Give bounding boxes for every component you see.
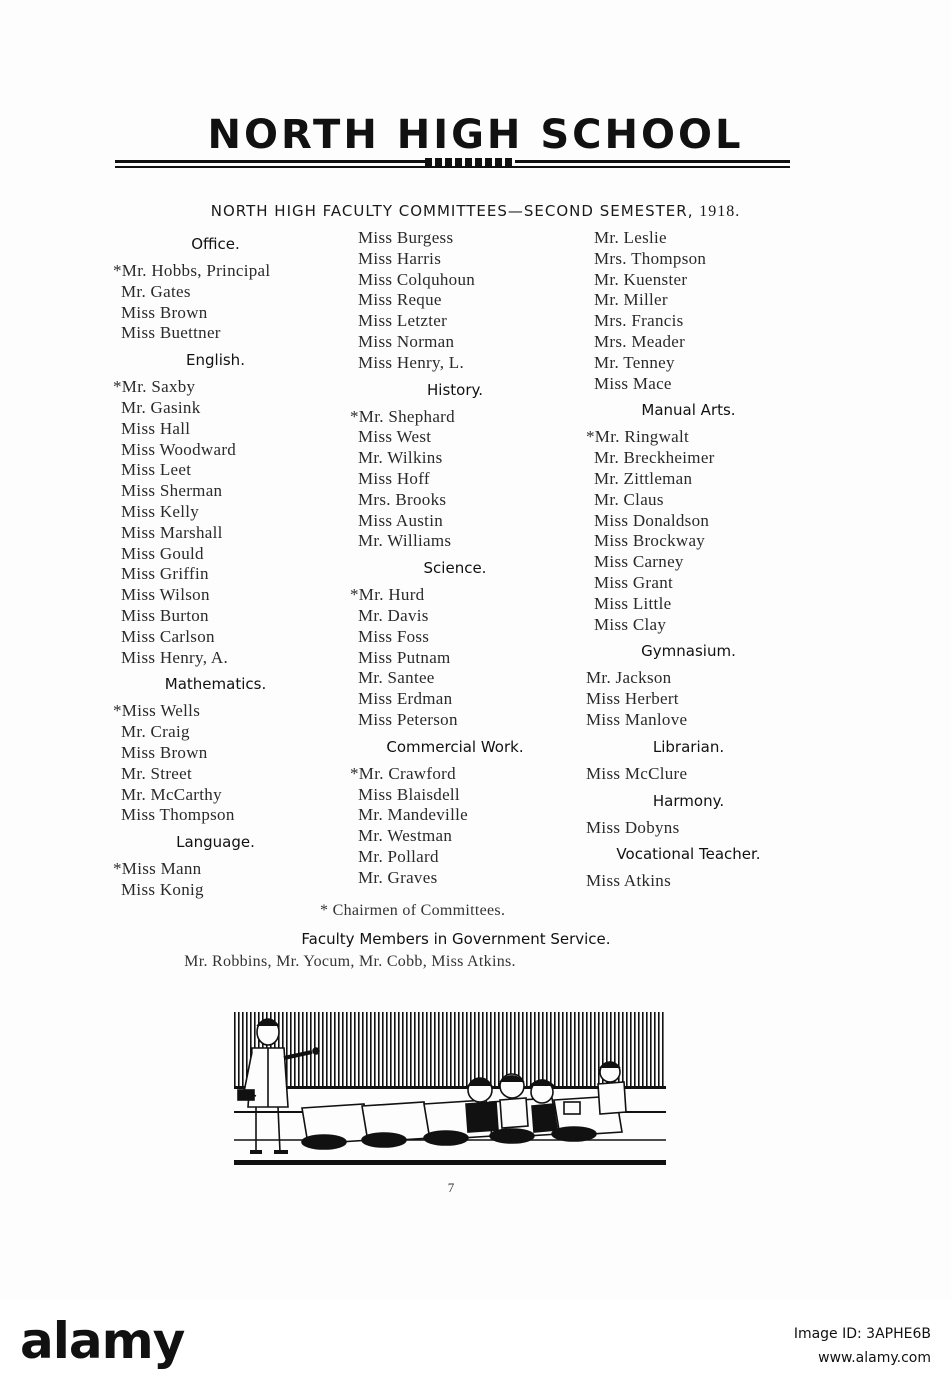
committee-member: Mr. Jackson	[586, 668, 672, 688]
committee-member: Mr. Leslie	[594, 228, 667, 247]
committee-member: Mr. Mandeville	[358, 805, 468, 825]
committee-member: Mr. Tenney	[594, 352, 675, 372]
committee-member: Mrs. Francis	[594, 311, 684, 331]
committee-member: Mr. Gasink	[121, 397, 201, 417]
committee-heading-history: History.	[427, 380, 483, 399]
committee-heading-vocational: Vocational Teacher.	[616, 845, 761, 864]
committee-member: *Mr. Hobbs, Principal	[113, 261, 271, 280]
committee-member: Mr. Street	[121, 763, 192, 783]
committee-member: Miss McClure	[586, 763, 688, 783]
committee-member: Miss Colquhoun	[358, 269, 476, 289]
column-left	[113, 228, 353, 901]
committee-member: Miss Letzter	[358, 311, 448, 331]
committee-heading-librarian: Librarian.	[652, 737, 725, 756]
committee-member: Miss Mace	[594, 373, 672, 393]
committee-member: Miss Peterson	[358, 709, 458, 729]
government-service-heading: Faculty Members in Government Service.	[301, 930, 611, 948]
committee-member: Miss Brown	[121, 742, 208, 762]
title-rule-bottom	[115, 166, 790, 168]
committee-member: Mr. Craig	[121, 722, 190, 742]
committee-heading-language: Language.	[176, 833, 255, 852]
committee-member: Miss Thompson	[121, 805, 235, 825]
committee-member: *Mr. Ringwalt	[586, 427, 690, 447]
committee-heading-science: Science.	[423, 559, 487, 578]
committee-member: *Mr. Shephard	[350, 406, 455, 426]
committee-member: Mr. Davis	[358, 605, 429, 625]
committee-member: Mr. Zittleman	[594, 468, 693, 488]
committee-member: Miss Kelly	[121, 501, 200, 521]
committee-member: Miss Sherman	[121, 481, 223, 501]
page-subtitle	[0, 202, 951, 221]
committee-member: Mr. Kuenster	[594, 269, 688, 289]
committee-member: Miss Brown	[121, 302, 208, 322]
committee-member: Miss Hall	[121, 418, 191, 438]
committee-member: Miss Clay	[594, 614, 667, 634]
committee-member: Miss Erdman	[358, 689, 453, 709]
title-rule-ornament	[425, 158, 515, 166]
committee-member: *Mr. Saxby	[113, 377, 196, 397]
committee-member: Miss Konig	[121, 879, 204, 899]
committee-member: Miss Atkins	[586, 871, 672, 891]
committee-member: Mr. Santee	[358, 668, 435, 688]
committee-member: Mrs. Meader	[594, 331, 686, 351]
committee-member: Mr. Breckheimer	[594, 448, 715, 468]
committee-member: Mr. Miller	[594, 290, 668, 310]
floor-line	[234, 1160, 666, 1165]
committee-member: Miss Foss	[358, 626, 430, 646]
committee-member: Mr. Graves	[358, 867, 438, 887]
alamy-logo: alamy	[20, 1312, 185, 1370]
committee-member: Miss Buettner	[121, 323, 221, 343]
committee-member: Miss Putnam	[358, 647, 451, 667]
committee-member: Miss Burton	[121, 605, 209, 625]
committee-heading-commercial: Commercial Work.	[386, 737, 524, 756]
committee-member: *Mr. Hurd	[350, 585, 425, 605]
committee-member: Miss Little	[594, 593, 672, 613]
committee-heading-manual-arts: Manual Arts.	[641, 401, 736, 420]
committee-heading-gymnasium: Gymnasium.	[641, 642, 736, 661]
committee-member: Mr. Gates	[121, 281, 191, 301]
committee-member: Miss Woodward	[121, 439, 237, 459]
committee-member: Miss Norman	[358, 331, 455, 351]
committee-member: *Miss Wells	[113, 701, 201, 721]
stock-watermark-bar	[0, 1300, 951, 1390]
subtitle-year: 1918.	[699, 203, 741, 220]
committee-member: Miss Reque	[358, 290, 442, 310]
committee-member: Miss Brockway	[594, 531, 706, 551]
committee-member: *Miss Mann	[113, 859, 202, 879]
committee-member: Miss Gould	[121, 543, 204, 563]
committee-heading-office: Office.	[191, 235, 240, 253]
page-number: 7	[447, 1180, 455, 1195]
committee-member: Miss Austin	[358, 510, 444, 530]
committee-member: Miss Burgess	[358, 228, 454, 247]
image-credit	[794, 1322, 931, 1370]
committee-member: Miss Grant	[594, 572, 674, 592]
column-middle	[350, 228, 590, 889]
committee-member: Miss Marshall	[121, 522, 223, 542]
committee-heading-english: English.	[186, 351, 245, 370]
committee-member: Miss Donaldson	[594, 510, 710, 530]
committee-member: Mr. Claus	[594, 489, 664, 509]
page-title: NORTH HIGH SCHOOL	[207, 112, 744, 158]
committee-heading-harmony: Harmony.	[652, 791, 725, 810]
committee-heading-mathematics: Mathematics.	[164, 675, 267, 694]
committee-member: Miss Herbert	[586, 689, 679, 709]
committee-member: Miss Carney	[594, 552, 684, 572]
image-id: Image ID: 3APHE6B	[793, 1326, 931, 1342]
chairmen-footnote: * Chairmen of Committees.	[320, 902, 506, 919]
classroom-illustration	[234, 1012, 666, 1168]
committee-member: Miss Manlove	[586, 709, 688, 729]
site-url: www.alamy.com	[818, 1350, 931, 1366]
committee-member: *Mr. Crawford	[350, 763, 456, 783]
government-service-names: Mr. Robbins, Mr. Yocum, Mr. Cobb, Miss Atkins.	[184, 953, 516, 970]
committee-member: Miss Henry, L.	[358, 352, 465, 372]
subtitle-text: NORTH HIGH FACULTY COMMITTEES—SECOND SEMESTER,	[210, 202, 694, 220]
committee-member: Mr. McCarthy	[121, 784, 222, 804]
committee-member: Mrs. Thompson	[594, 248, 707, 268]
committee-member: Miss Henry, A.	[121, 647, 228, 667]
committee-member: Mr. Williams	[358, 531, 452, 551]
committee-member: Mr. Wilkins	[358, 448, 443, 468]
committee-member: Miss Carlson	[121, 626, 215, 646]
committee-member: Miss West	[358, 427, 432, 447]
committee-member: Miss Leet	[121, 460, 192, 480]
committee-member: Miss Griffin	[121, 564, 209, 584]
committee-member: Miss Dobyns	[586, 817, 680, 837]
committee-member: Miss Harris	[358, 248, 442, 268]
committee-member: Mr. Westman	[358, 826, 453, 846]
column-right	[586, 228, 826, 892]
committee-member: Mr. Pollard	[358, 846, 439, 866]
committee-member: Mrs. Brooks	[358, 489, 447, 509]
committee-member: Miss Hoff	[358, 468, 430, 488]
committee-member: Miss Wilson	[121, 585, 210, 605]
committee-member: Miss Blaisdell	[358, 784, 460, 804]
